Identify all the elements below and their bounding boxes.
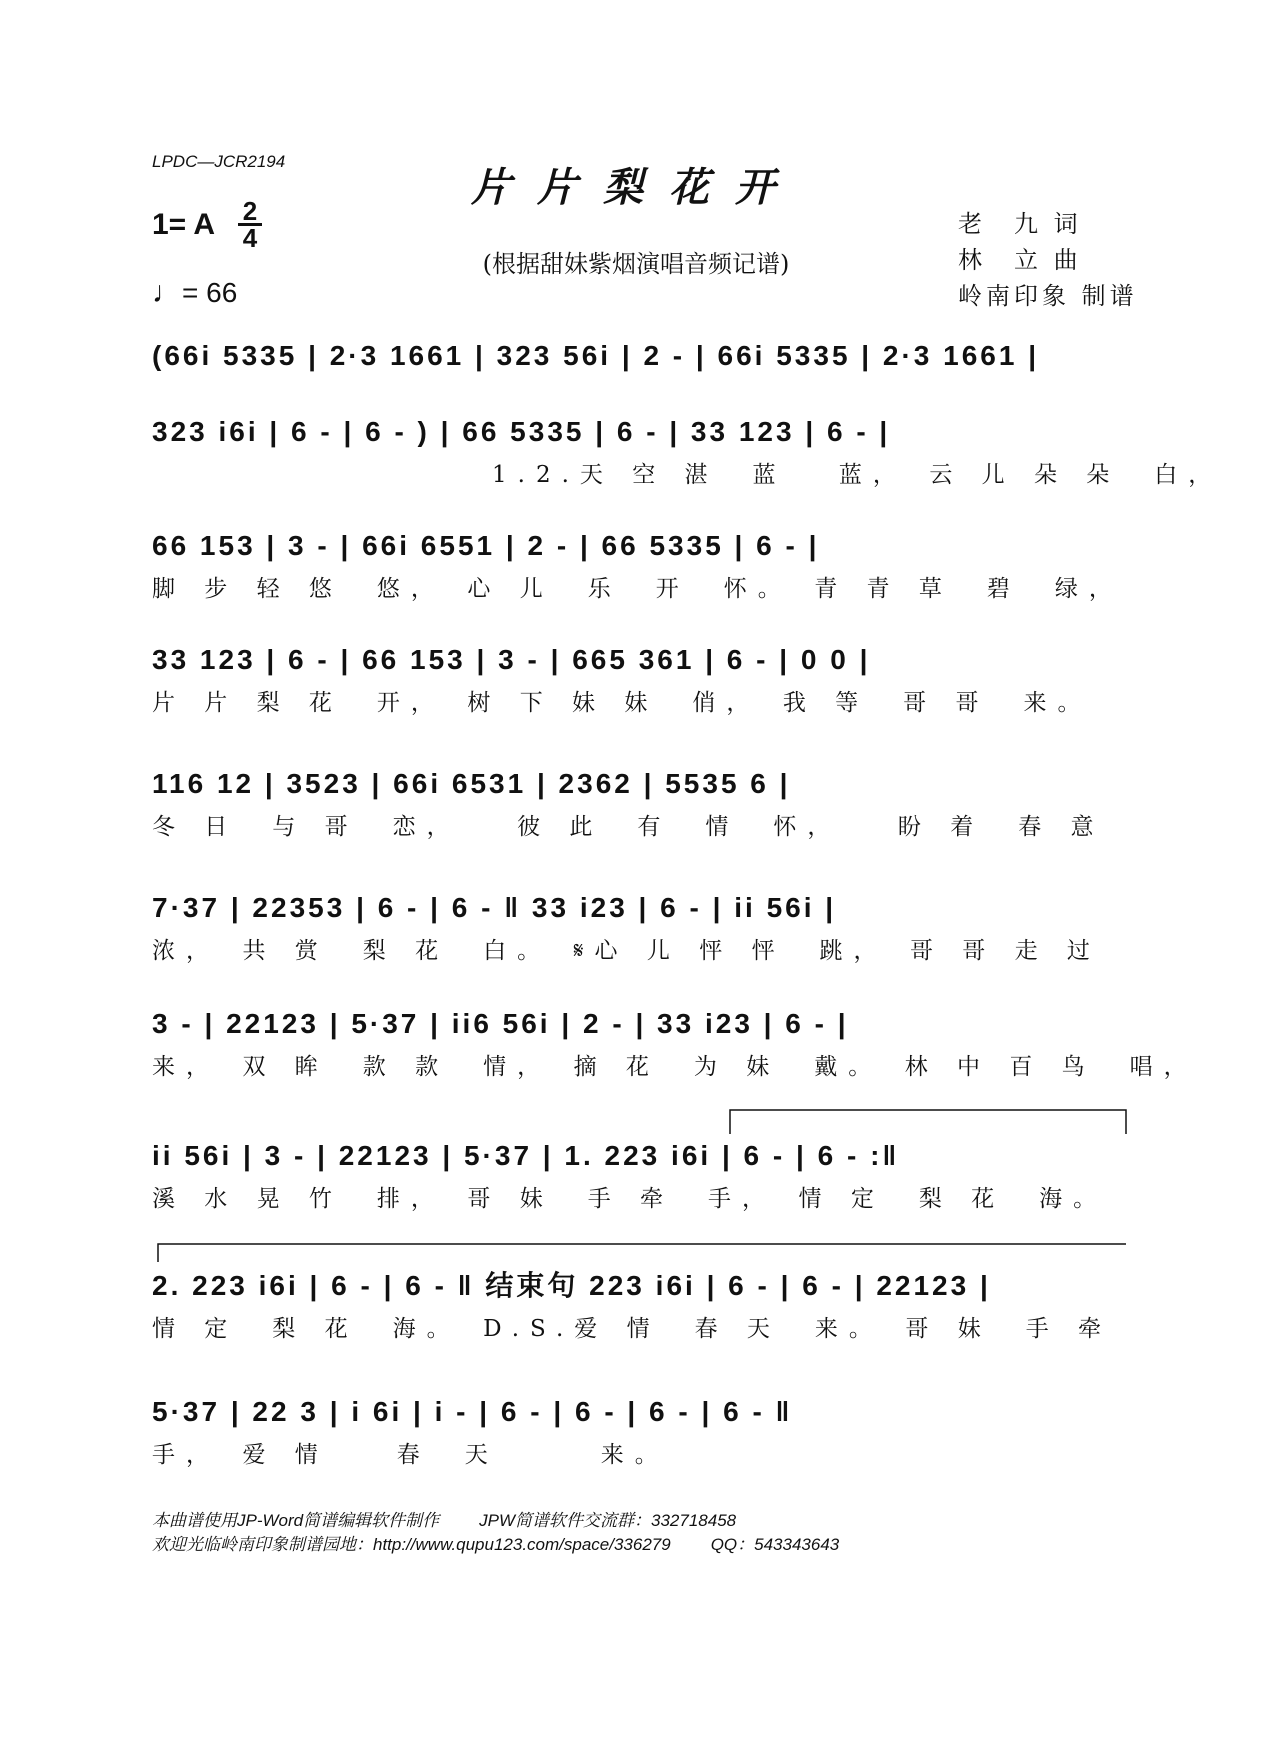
time-signature xyxy=(238,196,262,253)
time-signature-top: 2 xyxy=(242,196,258,226)
footer-group: JPW简谱软件交流群：332718458 xyxy=(479,1511,737,1530)
footer-line-1 xyxy=(152,1506,776,1531)
score-code: LPDC—JCR2194 xyxy=(152,152,286,171)
system-9 xyxy=(152,1262,1130,1347)
system-notes: 116 12 | 3523 | 66i 6531 | 2362 | 5535 6 | xyxy=(152,768,791,799)
system-3 xyxy=(152,522,1130,607)
system-notes: 7·37 | 22353 | 6 - | 6 - ‖ 33 i23 | 6 - | ii 56i | xyxy=(152,892,837,923)
system-lyrics: 来， 双 眸 款 款 情， 摘 花 为 妹 戴。 林 中 百 鸟 唱， xyxy=(152,1054,1198,1080)
footer-line-2 xyxy=(152,1530,879,1555)
system-1 xyxy=(152,332,1130,417)
system-8 xyxy=(152,1132,1130,1217)
tempo-marking xyxy=(152,276,237,310)
system-lyrics: 冬 日 与 哥 恋， 彼 此 有 情 怀， 盼 着 春 意 xyxy=(152,814,1105,840)
system-4 xyxy=(152,636,1130,721)
system-lyrics: 脚 步 轻 悠 悠， 心 儿 乐 开 怀。 青 青 草 碧 绿， xyxy=(152,576,1123,602)
song-subtitle: (根据甜妹紫烟演唱音频记谱) xyxy=(482,250,790,278)
time-signature-bottom: 4 xyxy=(242,223,258,253)
system-lyrics: 溪 水 晃 竹 排， 哥 妹 手 牵 手， 情 定 梨 花 海。 xyxy=(152,1186,1108,1212)
system-lyrics: 情 定 梨 花 海。 D.S.爱 情 春 天 来。 哥 妹 手 牵 xyxy=(152,1316,1113,1342)
system-lyrics: 手， 爱 情 春 天 来。 xyxy=(152,1442,669,1468)
system-lyrics: 1.2.天 空 湛 蓝 蓝， 云 儿 朵 朵 白， xyxy=(492,462,1223,488)
system-2 xyxy=(152,408,1223,493)
system-7 xyxy=(152,1000,1198,1085)
system-notes: 323 i6i | 6 - | 6 - ) | 66 5335 | 6 - | 33 123 | 6 - | xyxy=(152,416,891,447)
system-notes: (66i 5335 | 2·3 1661 | 323 56i | 2 - | 66i 5335 | 2·3 1661 | xyxy=(152,340,1040,371)
system-notes: 3 - | 22123 | 5·37 | ii6 56i | 2 - | 33 i23 | 6 - | xyxy=(152,1008,849,1039)
system-lyrics: 片 片 梨 花 开， 树 下 妹 妹 俏， 我 等 哥 哥 来。 xyxy=(152,690,1092,716)
credit-arranger: 岭南印象 制谱 xyxy=(958,282,1138,310)
system-notes: ii 56i | 3 - | 22123 | 5·37 | 1. 223 i6i | 6 - | 6 - :‖ xyxy=(152,1140,900,1171)
footer-qq: QQ：543343643 xyxy=(710,1535,840,1554)
credit-composer: 林 立 曲 xyxy=(958,246,1082,274)
footer-software: 本曲谱使用JP-Word简谱编辑软件制作 xyxy=(152,1511,440,1530)
credits xyxy=(958,206,1138,314)
system-10 xyxy=(152,1388,1130,1473)
system-lyrics: 浓， 共 赏 梨 花 白。 𝄋心 儿 怦 怦 跳， 哥 哥 走 过 xyxy=(152,938,1101,964)
credit-lyricist: 老 九 词 xyxy=(958,210,1082,238)
system-6 xyxy=(152,884,1130,969)
key-signature: 1= A xyxy=(152,208,216,241)
system-notes: 66 153 | 3 - | 66i 6551 | 2 - | 66 5335 | 6 - | xyxy=(152,530,820,561)
footer-website: 欢迎光临岭南印象制谱园地：http://www.qupu123.com/space/336279 xyxy=(152,1535,671,1554)
quarter-note-icon: ♩ xyxy=(152,276,182,309)
song-title: 片片梨花开 xyxy=(471,164,801,211)
system-notes: 33 123 | 6 - | 66 153 | 3 - | 665 361 | 6 - | 0 0 | xyxy=(152,644,871,675)
system-notes: 2. 223 i6i | 6 - | 6 - ‖ 结束句 223 i6i | 6 - | 6 - | 22123 | xyxy=(152,1270,991,1301)
tempo-value: = 66 xyxy=(182,277,238,308)
system-notes: 5·37 | 22 3 | i 6i | i - | 6 - | 6 - | 6 - | 6 - ‖ xyxy=(152,1396,793,1427)
system-5 xyxy=(152,760,1130,845)
